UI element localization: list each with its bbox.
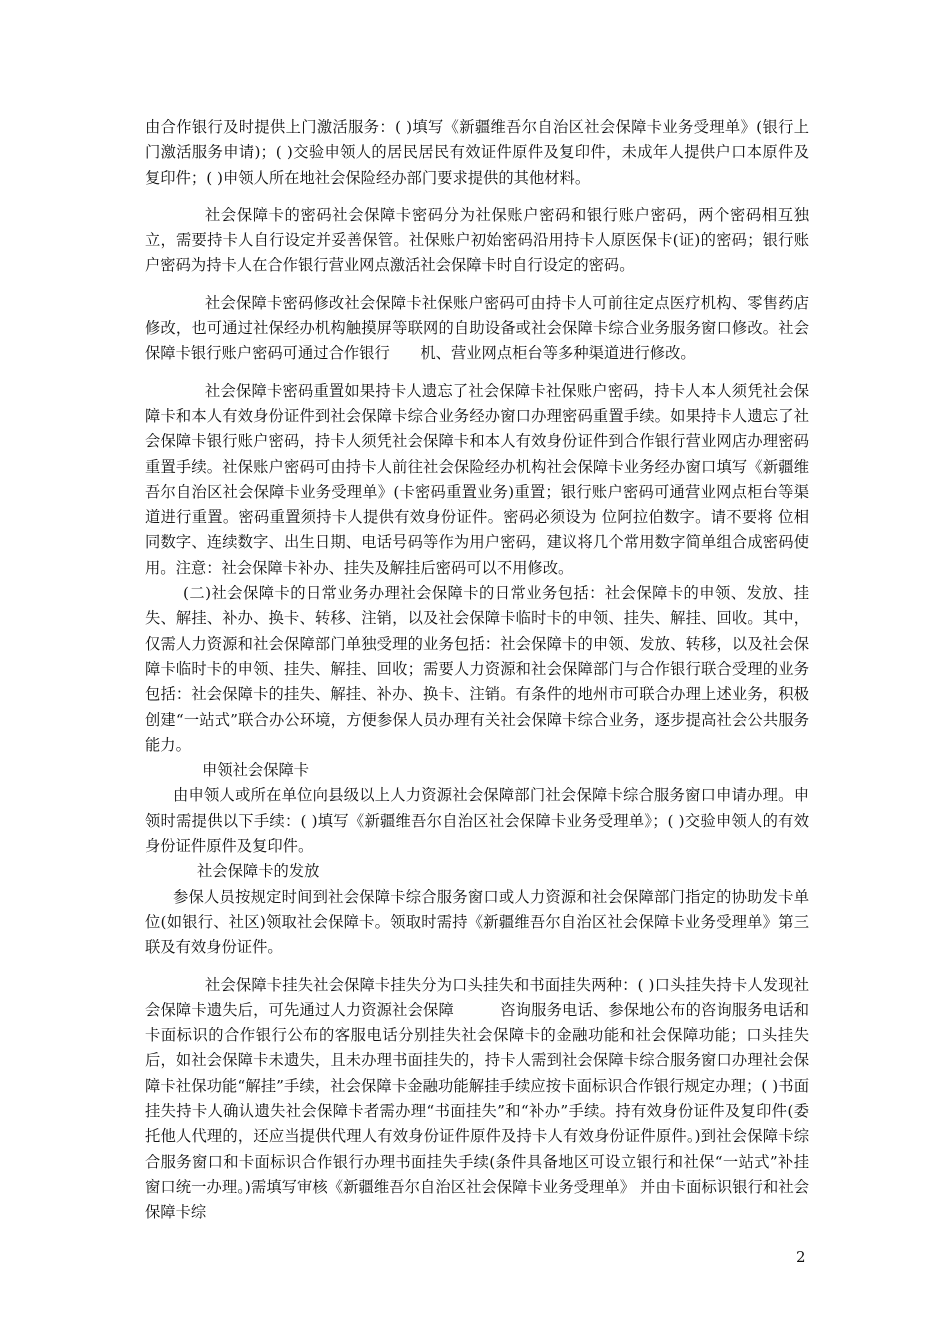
paragraph-spacer (145, 191, 809, 203)
paragraph-activation-materials: 由合作银行及时提供上门激活服务：( )填写《新疆维吾尔自治区社会保障卡业务受理单》(银行上门激活服务申请)；( )交验申领人的居民居民有效证件原件及复印件，未成年人提供户口本原件及复印件；( )申领人所在地社会保险经办部门要求提供的其他材料。 (145, 118, 809, 187)
section-heading-card-issuance: 社会保障卡的发放 (197, 862, 320, 881)
paragraph-card-issuance: 参保人员按规定时间到社会保障卡综合服务窗口或人力资源和社会保障部门指定的协助发卡单位(如银行、社区)领取社会保障卡。领取时需持《新疆维吾尔自治区社会保障卡业务受理单》第三联及有效身份证件。 (145, 887, 809, 957)
paragraph-apply-card: 由申领人或所在单位向县级以上人力资源社会保障部门社会保障卡综合服务窗口申请办理。申领时需提供以下手续：( )填写《新疆维吾尔自治区社会保障卡业务受理单》；( )交验申领人的有效身份证件原件及复印件。 (145, 786, 809, 856)
paragraph-password-change: 社会保障卡密码修改社会保障卡社保账户密码可由持卡人可前往定点医疗机构、零售药店修改，也可通过社保经办机构触摸屏等联网的自助设备或社会保障卡综合业务服务窗口修改。社会保障卡银行账户密码可通过合作银行 机、营业网点柜台等多种渠道进行修改。 (145, 293, 809, 363)
paragraph-card-password: 社会保障卡的密码社会保障卡密码分为社保账户密码和银行账户密码，两个密码相互独立，需要持卡人自行设定并妥善保管。社保账户初始密码沿用持卡人原医保卡(证)的密码；银行账户密码为持卡人在合作银行营业网点激活社会保障卡时自行设定的密码。 (145, 205, 809, 275)
section-heading-apply-card: 申领社会保障卡 (202, 761, 310, 780)
document-body (145, 115, 809, 1225)
paragraph-password-reset: 社会保障卡密码重置如果持卡人遗忘了社会保障卡社保账户密码，持卡人本人须凭社会保障卡和本人有效身份证件到社会保障卡综合业务经办窗口办理密码重置手续。如果持卡人遗忘了社会保障卡银行账户密码，持卡人须凭社会保障卡和本人有效身份证件到合作银行营业网店办理密码重置手续。社保账户密码可由持卡人前往社会保险经办机构社会保障卡业务经办窗口填写《新疆维吾尔自治区社会保障卡业务受理单》(卡密码重置业务)重置；银行账户密码可通营业网点柜台等渠道进行重置。密码重置须持卡人提供有效身份证件。密码必须设为 位阿拉伯数字。请不要将 位相同数字、连续数字、出生日期、电话号码等作为用户密码，建议将几个常用数字简单组合成密码使用。注意：社会保障卡补办、挂失及解挂后密码可以不用修改。 (145, 381, 809, 577)
paragraph-spacer (145, 961, 809, 973)
paragraph-daily-business: (二)社会保障卡的日常业务办理社会保障卡的日常业务包括：社会保障卡的申领、发放、挂失、解挂、补办、换卡、转移、注销，以及社会保障卡临时卡的申领、挂失、解挂、回收。其中，仅需人力资源和社会保障部门单独受理的业务包括：社会保障卡的申领、发放、转移，以及社会保障卡临时卡的申领、挂失、解挂、回收；需要人力资源和社会保障部门与合作银行联合受理的业务包括：社会保障卡的挂失、解挂、补办、换卡、注销。有条件的地州市可联合办理上述业务，积极创建“一站式”联合办公环境，方便参保人员办理有关社会保障卡综合业务，逐步提高社会公共服务能力。 (145, 584, 809, 754)
page-number: 2 (796, 1248, 806, 1266)
paragraph-spacer (145, 279, 809, 291)
paragraph-spacer (145, 367, 809, 379)
paragraph-card-loss-report: 社会保障卡挂失社会保障卡挂失分为口头挂失和书面挂失两种：( )口头挂失持卡人发现社会保障卡遗失后，可先通过人力资源社会保障 咨询服务电话、参保地公布的咨询服务电话和卡面标识的合作银行公布的客服电话分别挂失社会保障卡的金融功能和社会保障功能；口头挂失后，如社会保障卡未遗失，且未办理书面挂失的，持卡人需到社会保障卡综合服务窗口办理社会保障卡社保功能“解挂”手续，社会保障卡金融功能解挂手续应按卡面标识合作银行规定办理；( )书面挂失持卡人确认遗失社会保障卡者需办理“书面挂失”和“补办”手续。持有效身份证件及复印件(委托他人代理的，还应当提供代理人有效身份证件原件及持卡人有效身份证件原件。)到社会保障卡综合服务窗口和卡面标识合作银行办理书面挂失手续(条件具备地区可设立银行和社保“一站式”补挂窗口统一办理。)需填写审核《新疆维吾尔自治区社会保障卡业务受理单》 并由卡面标识银行和社会保障卡综 (145, 975, 809, 1222)
